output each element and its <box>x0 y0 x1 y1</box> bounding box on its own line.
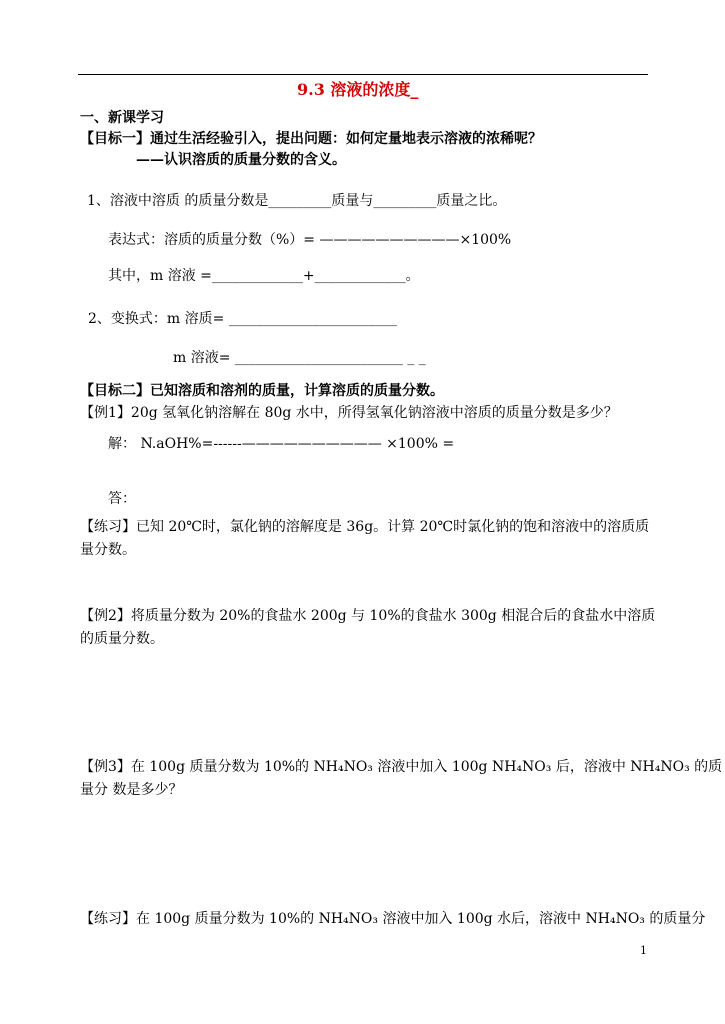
goal-one-label: 【目标一】 <box>80 131 150 147</box>
goal-one-sub: ——认识溶质的质量分数的含义。 <box>136 152 346 168</box>
section-heading: 一、新课学习 <box>80 110 164 126</box>
practice-one-line1: 【练习】已知 20℃时，氯化钠的溶解度是 36g。计算 20℃时氯化钠的饱和溶液中的溶质质 <box>80 519 650 535</box>
item-one: 1、溶液中溶质 的质量分数是_________质量与_________质量之比。 <box>87 193 507 209</box>
practice-one-line2: 量分数。 <box>80 542 136 558</box>
goal-two <box>80 383 444 400</box>
solution-line: 解： N.aOH%=------—————————— ×100% = <box>108 436 455 452</box>
item-two: 2、变换式：m 溶质= ________________________ <box>88 311 397 327</box>
item-two-b: m 溶液= ________________________ _ _ <box>173 350 426 366</box>
example-one: 【例1】20g 氢氧化钠溶解在 80g 水中，所得氢氧化钠溶液中溶质的质量分数是多少？ <box>80 405 618 421</box>
goal-one <box>80 131 542 148</box>
goal-two-text: 已知溶质和溶剂的质量，计算溶质的质量分数。 <box>150 383 444 399</box>
example-three-line2: 量分 数是多少？ <box>80 782 183 798</box>
goal-two-label: 【目标二】 <box>80 383 150 399</box>
practice-two: 【练习】在 100g 质量分数为 10%的 NH₄NO₃ 溶液中加入 100g 水后，溶液中 NH₄NO₃ 的质量分 <box>80 911 706 927</box>
example-two-line1: 【例2】将质量分数为 20%的食盐水 200g 与 10%的食盐水 300g 相混合后的食盐水中溶质 <box>80 608 656 624</box>
expression-line: 表达式：溶质的质量分数（%）= ——————————×100% <box>108 232 512 248</box>
example-three-line1: 【例3】在 100g 质量分数为 10%的 NH₄NO₃ 溶液中加入 100g NH₄NO₃ 后，溶液中 NH₄NO₃ 的质 <box>80 759 723 775</box>
answer-line: 答： <box>108 491 136 507</box>
example-two-line2: 的质量分数。 <box>80 631 164 647</box>
goal-one-text: 通过生活经验引入，提出问题：如何定量地表示溶液的浓稀呢？ <box>150 131 542 147</box>
page-number: 1 <box>640 944 647 957</box>
where-line: 其中，m 溶液 =_____________+_____________。 <box>108 268 420 284</box>
header-rule <box>78 74 648 75</box>
page-title: 9.3 溶液的浓度_ <box>297 80 419 99</box>
